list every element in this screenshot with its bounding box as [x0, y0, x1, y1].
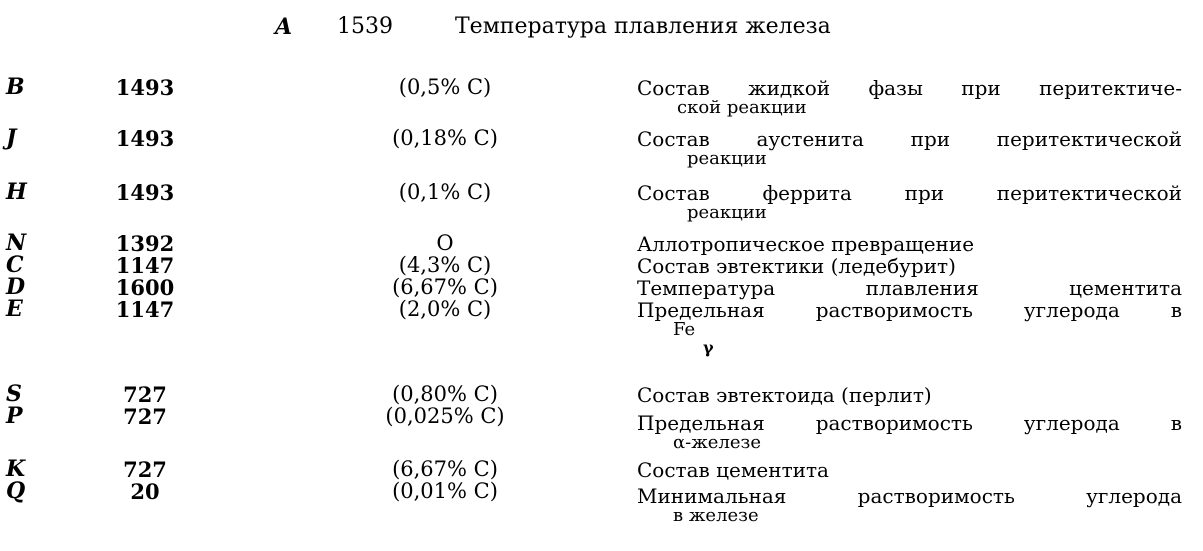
point-letter: E [6, 296, 23, 322]
temperature-value: 727 [123, 457, 167, 482]
carbon-composition: (6,67% С) [392, 457, 498, 481]
header-temperature: 1539 [337, 14, 393, 39]
point-letter: N [6, 230, 27, 256]
point-letter: P [6, 403, 23, 429]
temperature-value: 1147 [115, 253, 175, 278]
point-letter: Q [6, 478, 26, 504]
description-line-2: α-железе [673, 432, 762, 453]
description-line-1: Предельная растворимость углерода в [637, 298, 1182, 322]
point-description [637, 278, 1182, 298]
point-letter: D [6, 274, 26, 300]
point-letter: J [6, 125, 17, 151]
carbon-composition: (0,025% С) [385, 404, 505, 428]
description-line-2: реакции [687, 148, 767, 169]
carbon-composition: (2,0% С) [398, 297, 492, 321]
description-line-1: Состав жидкой фазы при перитектиче- [637, 76, 1182, 100]
description-line-1: Состав аустенита при перитектической [637, 127, 1182, 151]
temperature-value: 727 [123, 404, 167, 429]
point-description [637, 234, 1182, 254]
point-description [637, 78, 1182, 118]
temperature-value: 20 [130, 479, 160, 504]
header-description: Температура плавления железа [455, 14, 831, 39]
description-line-1: Аллотропическое превращение [637, 232, 975, 256]
carbon-composition: (0,1% С) [398, 180, 492, 204]
point-description [637, 256, 1182, 276]
point-description [637, 183, 1182, 223]
description-line-1: Состав эвтектики (ледебурит) [637, 254, 956, 278]
carbon-composition: (0,5% С) [398, 75, 492, 99]
description-line-2: ской реакции [677, 97, 807, 118]
description-line-2: в железе [673, 505, 759, 526]
temperature-value: 1493 [115, 180, 175, 205]
description-line-1: Температура плавления цементита [637, 276, 1182, 300]
carbon-composition: (0,01% С) [392, 479, 498, 503]
table-header-row [275, 14, 831, 40]
description-line-2: реакции [687, 202, 767, 223]
temperature-value: 1600 [115, 275, 175, 300]
point-letter: B [6, 74, 25, 100]
temperature-value: 1147 [115, 297, 175, 322]
header-point-letter: A [275, 14, 293, 40]
carbon-composition: (6,67% С) [392, 275, 498, 299]
temperature-value: 1392 [115, 231, 175, 256]
point-description [637, 129, 1182, 169]
description-line-1: Предельная растворимость углерода в [637, 411, 1182, 435]
point-letter: H [6, 179, 27, 205]
temperature-value: 1493 [115, 126, 175, 151]
point-description [637, 460, 1182, 480]
carbon-composition: (0,18% С) [392, 126, 498, 150]
temperature-value: 1493 [115, 75, 175, 100]
carbon-composition: (0,80% С) [392, 382, 498, 406]
point-letter: C [6, 252, 24, 278]
temperature-value: 727 [123, 382, 167, 407]
description-line-1: Состав цементита [637, 458, 829, 482]
point-description [637, 385, 1182, 405]
carbon-composition: (4,3% С) [398, 253, 492, 277]
description-line-2: Fe [673, 319, 696, 340]
point-letter: S [6, 381, 22, 407]
description-line-1: Минимальная растворимость углерода [637, 484, 1182, 508]
description-line-1: Состав эвтектоида (перлит) [637, 383, 932, 407]
point-letter: K [6, 456, 26, 482]
point-description [637, 407, 1182, 453]
carbon-composition: О [436, 231, 454, 255]
description-line-1: Состав феррита при перитектической [637, 181, 1182, 205]
point-description [637, 300, 1182, 356]
point-description [637, 482, 1182, 526]
description-subscript-gamma: γ [703, 338, 714, 357]
